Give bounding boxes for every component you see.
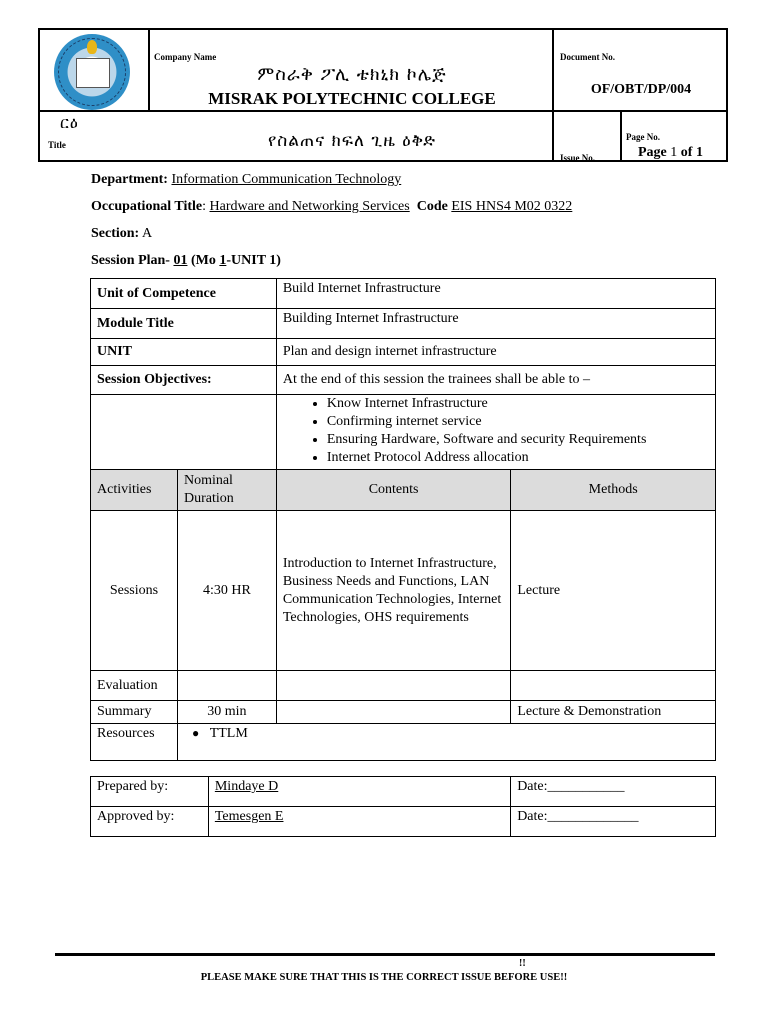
approved-by-label: Approved by: <box>91 807 209 837</box>
approval-table <box>90 776 716 837</box>
list-item: • Ensuring Hardware, Software and security Requirements <box>327 431 709 449</box>
module-title-label: Module Title <box>91 309 277 339</box>
table-row <box>91 777 716 807</box>
prepared-by-value: Mindaye D <box>208 777 510 807</box>
methods-cell <box>511 671 716 701</box>
activity-cell: Evaluation <box>91 671 178 701</box>
module-title-value: Building Internet Infrastructure <box>276 309 715 339</box>
approved-by-value: Temesgen E <box>208 807 510 837</box>
company-name-amharic: ምስራቅ ፖሊ ቴክኒክ ኮሌጅ <box>257 64 447 85</box>
list-item: • Confirming internet service <box>327 413 709 431</box>
unit-label: UNIT <box>91 339 277 366</box>
table-row <box>91 724 716 761</box>
footer-notice: PLEASE MAKE SURE THAT THIS IS THE CORRECT ISSUE BEFORE USE!! <box>200 972 568 983</box>
empty-cell <box>91 395 277 470</box>
objectives-intro: At the end of this session the trainees shall be able to – <box>276 366 715 395</box>
code-value: EIS HNS4 M02 0322 <box>451 199 573 214</box>
table-header-row <box>91 470 716 511</box>
session-plan-table <box>90 278 716 761</box>
approved-date: Date:_____________ <box>511 807 716 837</box>
occupational-title-line: Occupational Title: Hardware and Networking Services Code EIS HNS4 M02 0322 <box>91 199 573 214</box>
column-header: Methods <box>511 470 716 511</box>
session-plan-line: Session Plan- 01 (Mo 1-UNIT 1) <box>91 253 281 268</box>
table-row <box>91 279 716 309</box>
contents-cell <box>276 671 511 701</box>
title-label: Title <box>48 140 66 150</box>
divider <box>40 110 726 112</box>
table-row <box>91 671 716 701</box>
occupational-title-value: Hardware and Networking Services <box>209 199 410 214</box>
table-row <box>91 807 716 837</box>
column-header: Activities <box>91 470 178 511</box>
list-item: • Internet Protocol Address allocation <box>327 449 709 467</box>
table-row <box>91 701 716 724</box>
contents-cell <box>276 701 511 724</box>
unit-value: Plan and design internet infrastructure <box>276 339 715 366</box>
company-name-english: MISRAK POLYTECHNIC COLLEGE <box>208 89 496 108</box>
objectives-list <box>283 395 709 467</box>
section-value: A <box>141 226 153 241</box>
title-amharic-short: ርዕ <box>60 113 79 132</box>
contents-cell: Introduction to Internet Infrastructure, Business Needs and Functions, LAN Communication Technologies, Internet Technologies, OHS requirements <box>276 511 511 671</box>
column-header: Contents <box>276 470 511 511</box>
footer-marks: !! <box>519 958 526 969</box>
objectives-cell <box>276 395 715 470</box>
unit-of-competence-value: Build Internet Infrastructure <box>276 279 715 309</box>
list-item: • Know Internet Infrastructure <box>327 395 709 413</box>
document-no: OF/OBT/DP/004 <box>590 82 692 97</box>
page-no-label: Page No. <box>626 132 660 142</box>
table-row <box>91 309 716 339</box>
divider <box>148 30 150 110</box>
table-row <box>91 366 716 395</box>
resources-label: Resources <box>91 724 178 761</box>
duration-cell: 4:30 HR <box>177 511 276 671</box>
footer-divider <box>55 953 715 956</box>
prepared-by-label: Prepared by: <box>91 777 209 807</box>
table-row <box>91 395 716 470</box>
prepared-date: Date:___________ <box>511 777 716 807</box>
objectives-label: Session Objectives: <box>91 366 277 395</box>
document-title-amharic: የስልጠና ክፍለ ጊዜ ዕቅድ <box>268 131 436 151</box>
resource-item: TTLM <box>209 726 248 741</box>
activity-cell: Sessions <box>91 511 178 671</box>
duration-cell: 30 min <box>177 701 276 724</box>
college-logo <box>54 34 130 110</box>
table-row <box>91 511 716 671</box>
document-header <box>38 28 728 162</box>
column-header: Nominal Duration <box>177 470 276 511</box>
department-line: Department: Information Communication Technology <box>91 172 402 187</box>
department-value: Information Communication Technology <box>171 172 402 187</box>
bullet-icon: ● <box>191 726 200 740</box>
methods-cell: Lecture <box>511 511 716 671</box>
methods-cell: Lecture & Demonstration <box>511 701 716 724</box>
document-no-label: Document No. <box>560 52 615 62</box>
activity-cell: Summary <box>91 701 178 724</box>
page-number: Page 1 of 1 <box>638 145 703 160</box>
issue-no-label: Issue No. <box>560 153 596 162</box>
unit-of-competence-label: Unit of Competence <box>91 279 277 309</box>
section-line: Section: A <box>91 226 153 241</box>
company-name-label: Company Name <box>154 52 217 62</box>
resources-cell <box>177 724 715 761</box>
table-row <box>91 339 716 366</box>
divider <box>620 110 622 162</box>
duration-cell <box>177 671 276 701</box>
